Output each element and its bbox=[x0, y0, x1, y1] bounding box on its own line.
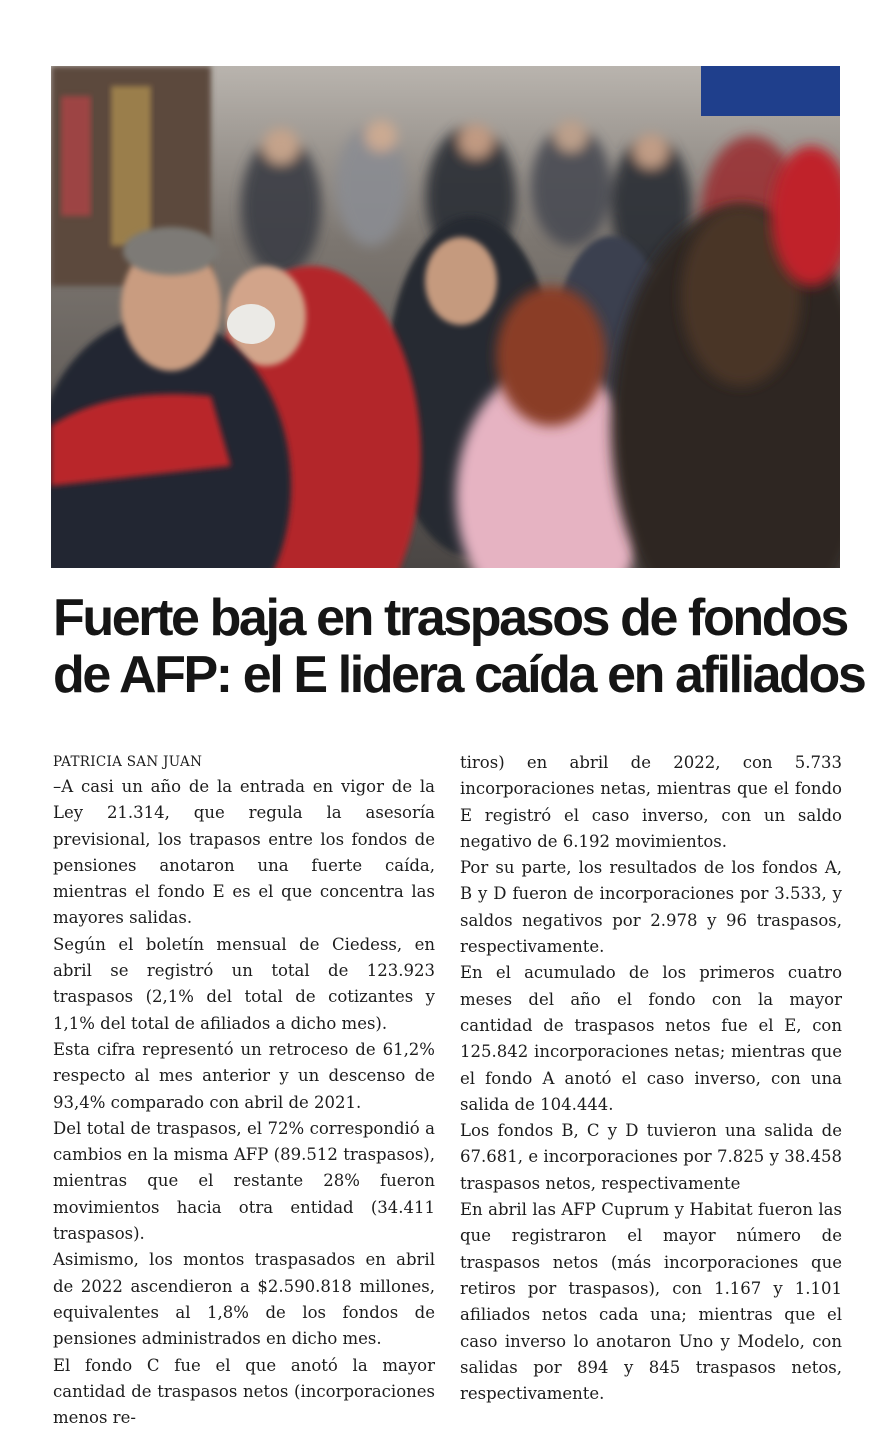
paragraph: –A casi un año de la entrada en vigor de la Ley 21.314, que regula la asesoría previsional, los trapasos entre los fondos de pensiones anotaron una fuerte caída, mientras el fondo E es el que concentra las mayores salidas. bbox=[53, 777, 435, 928]
paragraph: Asimismo, los montos traspasados en abril de 2022 ascendieron a $2.590.818 millones, equivalentes al 1,8% de los fondos de pensiones administrados en dicho mes. bbox=[53, 1250, 435, 1349]
article-column-left bbox=[53, 750, 435, 1431]
paragraph: En abril las AFP Cuprum y Habitat fueron las que registraron el mayor número de traspasos netos (más incorporaciones que retiros por traspasos), con 1.167 y 1.101 afiliados netos cada una; mientras que el caso inverso lo anotaron Uno y Modelo, con salidas por 894 y 845 traspasos netos, respectivamente. bbox=[460, 1200, 842, 1404]
paragraph: Esta cifra representó un retroceso de 61,2% respecto al mes anterior y un descenso de 93,4% comparado con abril de 2021. bbox=[53, 1039, 435, 1112]
crowd-photo-illustration bbox=[51, 66, 840, 568]
headline-line-1: Fuerte baja en traspasos de fondos bbox=[53, 589, 847, 647]
headline-line-2: de AFP: el E lidera caída en afiliados bbox=[53, 646, 865, 704]
article-column-right bbox=[460, 750, 842, 1407]
paragraph: Los fondos B, C y D tuvieron una salida de 67.681, e incorporaciones por 7.825 y 38.458 traspasos netos, respectivamente bbox=[460, 1121, 842, 1193]
paragraph: tiros) en abril de 2022, con 5.733 incorporaciones netas, mientras que el fondo E registró el caso inverso, con un saldo negativo de 6.192 movimientos. bbox=[460, 753, 842, 851]
byline: PATRICIA SAN JUAN bbox=[53, 754, 203, 770]
paragraph: Del total de traspasos, el 72% correspondió a cambios en la misma AFP (89.512 traspasos), mientras que el restante 28% fueron movimientos hacia otra entidad (34.411 traspasos). bbox=[53, 1118, 435, 1244]
paragraph: En el acumulado de los primeros cuatro meses del año el fondo con la mayor cantidad de traspasos netos fue el E, con 125.842 incorporaciones netas; mientras que el fondo A anotó el caso inverso, con una salida de 104.444. bbox=[460, 963, 842, 1114]
paragraph: Según el boletín mensual de Ciedess, en abril se registró un total de 123.923 traspasos (2,1% del total de cotizantes y 1,1% del total de afiliados a dicho mes). bbox=[53, 934, 435, 1033]
crowd-photo bbox=[51, 66, 840, 568]
paragraph: El fondo C fue el que anotó la mayor cantidad de traspasos netos (incorporaciones menos re- bbox=[53, 1355, 435, 1428]
paragraph: Por su parte, los resultados de los fondos A, B y D fueron de incorporaciones por 3.533, y saldos negativos por 2.978 y 96 traspasos, respectivamente. bbox=[460, 858, 842, 957]
headline bbox=[53, 589, 865, 704]
